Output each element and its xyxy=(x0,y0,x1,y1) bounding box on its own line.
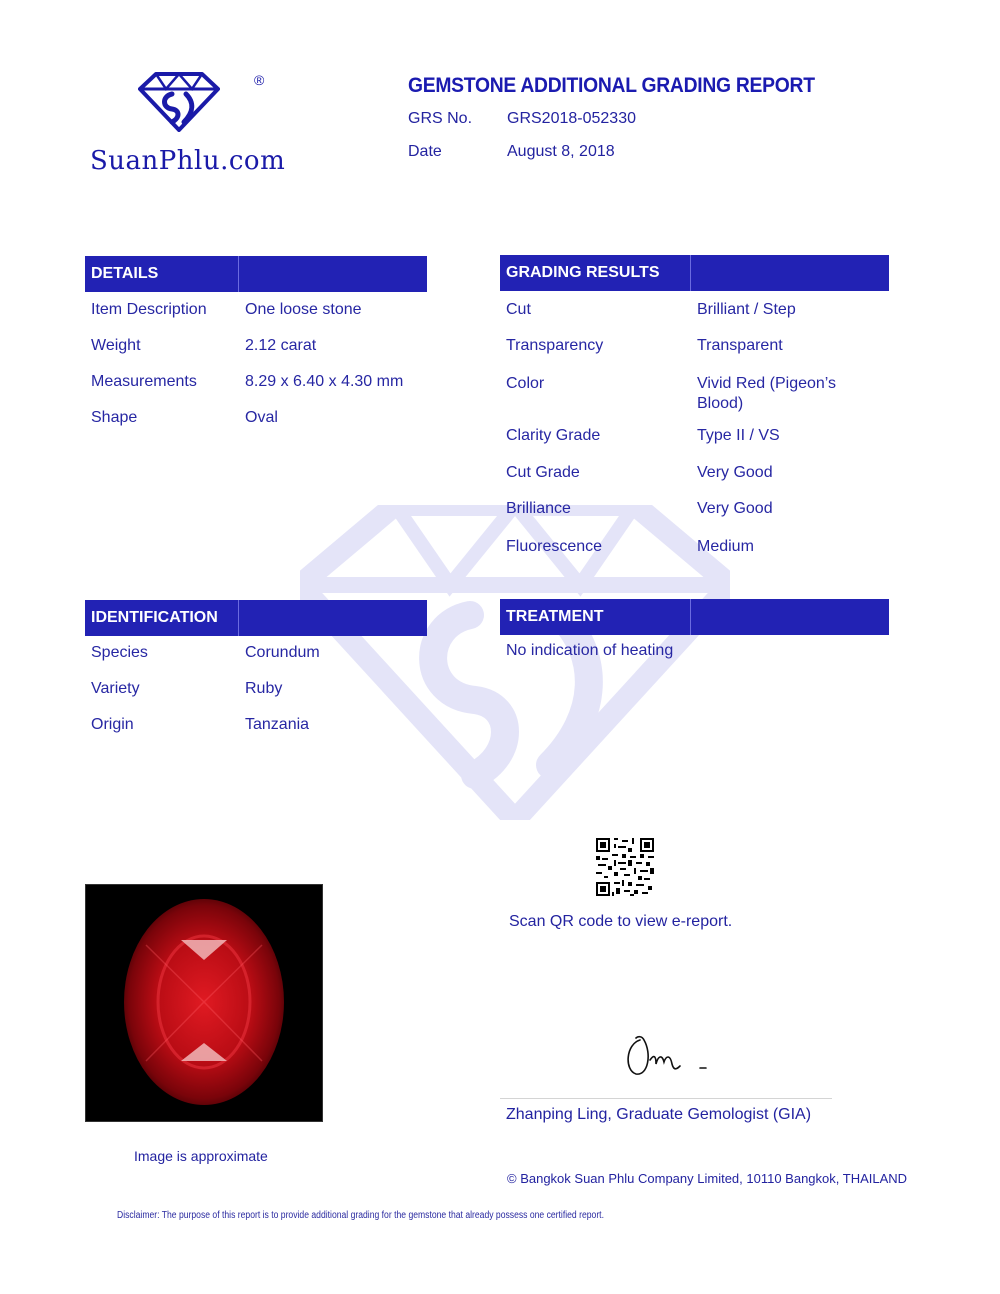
grading-value: Type II / VS xyxy=(697,427,780,444)
identification-title: IDENTIFICATION xyxy=(91,609,218,626)
logo-text: SuanPhlu.com xyxy=(90,146,286,176)
grading-label: Clarity Grade xyxy=(506,427,601,444)
grading-value: Very Good xyxy=(697,464,773,481)
grading-value: Vivid Red (Pigeon’s Blood) xyxy=(697,375,837,412)
date-value: August 8, 2018 xyxy=(507,143,615,160)
grading-results-header xyxy=(500,255,889,291)
grading-label: Cut Grade xyxy=(506,464,580,481)
bar-divider xyxy=(238,256,239,292)
bar-divider xyxy=(690,599,691,635)
bar-divider xyxy=(238,600,239,636)
grading-value: Medium xyxy=(697,538,754,555)
grading-label: Transparency xyxy=(506,337,604,354)
grading-label: Cut xyxy=(506,301,531,318)
details-label: Shape xyxy=(91,409,138,426)
details-value: Oval xyxy=(245,409,278,426)
qr-caption: Scan QR code to view e-report. xyxy=(509,913,733,930)
identification-value: Tanzania xyxy=(245,716,310,733)
gem-image xyxy=(85,884,323,1122)
details-header xyxy=(85,256,427,292)
signature-line xyxy=(500,1098,832,1099)
grading-results-title: GRADING RESULTS xyxy=(506,264,660,281)
ruby-gem-icon xyxy=(86,885,322,1121)
identification-header xyxy=(85,600,427,636)
details-label: Measurements xyxy=(91,373,197,390)
signer-name: Zhanping Ling, Graduate Gemologist (GIA) xyxy=(506,1106,812,1123)
copyright: © Bangkok Suan Phlu Company Limited, 10110 Bangkok, THAILAND xyxy=(507,1171,908,1186)
grading-value: Brilliant / Step xyxy=(697,301,796,318)
grading-value: Very Good xyxy=(697,500,773,517)
date-label: Date xyxy=(408,143,442,160)
grs-number-label: GRS No. xyxy=(408,110,473,127)
qr-code-icon[interactable] xyxy=(596,838,654,896)
identification-value: Ruby xyxy=(245,680,283,697)
image-caption: Image is approximate xyxy=(134,1148,268,1164)
identification-label: Species xyxy=(91,644,148,661)
identification-value: Corundum xyxy=(245,644,320,661)
grading-label: Color xyxy=(506,375,545,392)
diamond-logo-icon xyxy=(138,72,220,132)
identification-label: Origin xyxy=(91,716,134,733)
details-label: Item Description xyxy=(91,301,207,318)
details-value: 8.29 x 6.40 x 4.30 mm xyxy=(245,373,404,390)
treatment-title: TREATMENT xyxy=(506,608,604,625)
treatment-header xyxy=(500,599,889,635)
signature xyxy=(622,1030,714,1080)
details-label: Weight xyxy=(91,337,141,354)
treatment-text: No indication of heating xyxy=(506,642,674,659)
grading-label: Brilliance xyxy=(506,500,571,517)
grading-value: Transparent xyxy=(697,337,783,354)
bar-divider xyxy=(690,255,691,291)
registered-mark: ® xyxy=(254,72,265,88)
disclaimer: Disclaimer: The purpose of this report is to provide additional grading for the gemstone that already possess one certified report. xyxy=(117,1210,604,1221)
report-title: GEMSTONE ADDITIONAL GRADING REPORT xyxy=(408,74,815,97)
grs-number-value: GRS2018-052330 xyxy=(507,110,636,127)
details-title: DETAILS xyxy=(91,265,159,282)
identification-label: Variety xyxy=(91,680,140,697)
details-value: 2.12 carat xyxy=(245,337,317,354)
grading-label: Fluorescence xyxy=(506,538,603,555)
details-value: One loose stone xyxy=(245,301,362,318)
